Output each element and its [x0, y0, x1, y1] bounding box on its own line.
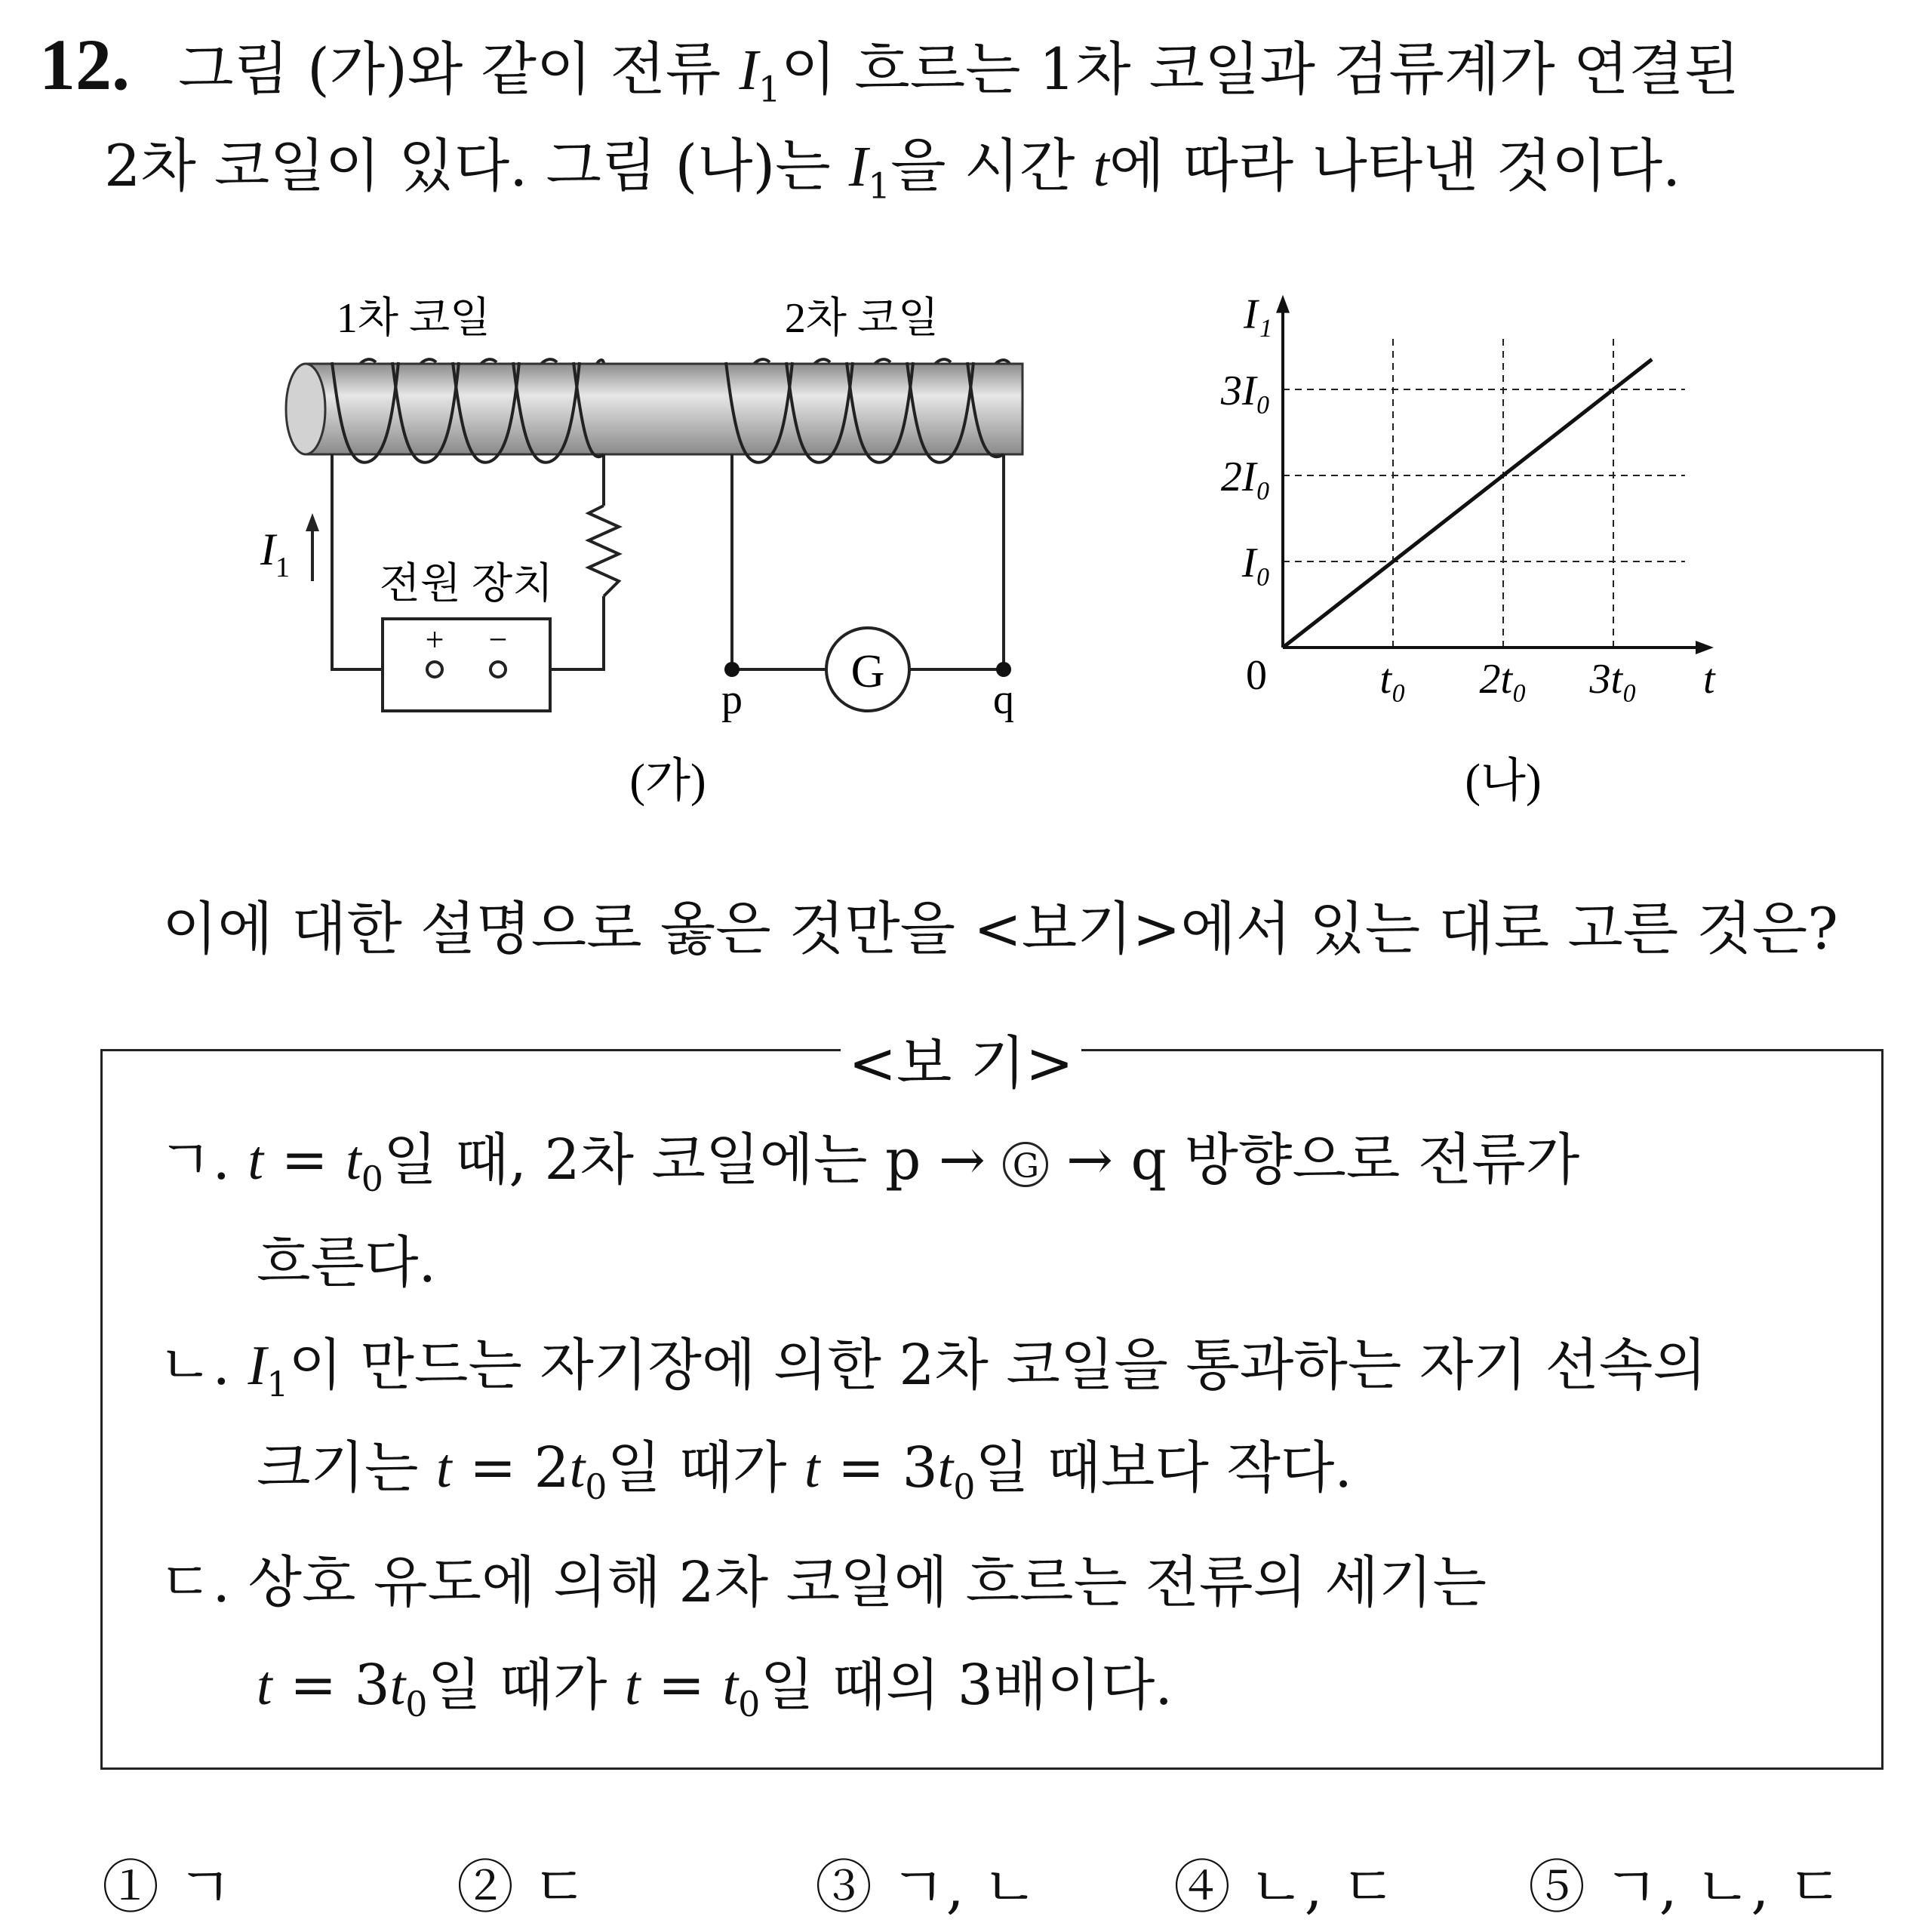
question-prompt: 이에 대한 설명으로 옳은 것만을 <보기>에서 있는 대로 고른 것은?: [162, 895, 1838, 962]
power-supply-box: [383, 619, 550, 711]
x-tick-label-3: 3t₀: [1589, 656, 1638, 703]
choice-4[interactable]: ④ ㄴ, ㄷ: [1173, 1854, 1397, 1921]
choice-2[interactable]: ② ㄷ: [457, 1854, 588, 1921]
galvanometer-symbol: G: [1003, 1142, 1048, 1187]
bogi-title: <보 기>: [0, 1017, 1922, 1100]
origin-label: 0: [1246, 652, 1267, 699]
question-line-2: 2차 코일이 있다. 그림 (나)는 $I_1$을 시간 t에 따라 나타낸 것이다.: [104, 132, 1681, 208]
power-supply-label: 전원 장치: [379, 561, 554, 608]
bogi-item-1-line-1: ㄱ. $t = t_0$일 때, 2차 코일에는 p → G → q 방향으로 전류가: [158, 1128, 1580, 1200]
series-line-I1: [1283, 359, 1652, 648]
figure-a-circuit: [0, 0, 1094, 845]
terminal-q-dot: [996, 662, 1011, 677]
secondary-coil-label: 2차 코일: [784, 295, 939, 342]
bogi-item-3-line-2: $t = 3t_0$일 때가 $t = t_0$일 때의 3배이다.: [257, 1653, 1173, 1725]
resistor: [589, 506, 619, 596]
figure-a-caption: (가): [629, 755, 706, 807]
plus-sign: +: [425, 621, 444, 658]
bogi-item-1-line-2: 흐른다.: [257, 1230, 436, 1295]
terminal-p-dot: [724, 662, 740, 677]
terminal-p-label: p: [721, 676, 743, 723]
y-tick-label-2: 2I₀: [1220, 454, 1271, 500]
bogi-item-3-line-1: ㄷ. 상호 유도에 의해 2차 코일에 흐르는 전류의 세기는: [158, 1550, 1487, 1615]
x-axis-arrow: [1696, 641, 1714, 654]
question-number: 12.: [39, 24, 130, 105]
current-arrow: [306, 513, 319, 581]
primary-coil-label: 1차 코일: [336, 295, 491, 342]
minus-terminal: [490, 662, 506, 677]
y-tick-label-1: I₀: [1241, 540, 1271, 586]
y-axis-label: I₁: [1244, 291, 1273, 338]
galvanometer-label: G: [850, 646, 885, 697]
x-tick-label-2: 2t₀: [1479, 656, 1527, 703]
y-tick-label-3: 3I₀: [1220, 368, 1271, 414]
x-tick-label-1: t₀: [1379, 656, 1407, 703]
y-axis-arrow: [1276, 295, 1290, 313]
plus-terminal: [427, 662, 442, 677]
chart-series: [1283, 359, 1652, 648]
choice-1[interactable]: ① ㄱ: [102, 1854, 233, 1921]
bogi-item-2-line-2: 크기는 $t = 2t_0$일 때가 $t = 3t_0$일 때보다 작다.: [257, 1435, 1352, 1508]
choice-5[interactable]: ⑤ ㄱ, ㄴ, ㄷ: [1528, 1854, 1844, 1921]
question-line-1: 12. 그림 (가)와 같이 전류 $I_1$이 흐르는 1차 코일과 검류계가 연결된: [39, 24, 1740, 111]
rod-end: [286, 364, 325, 454]
terminal-q-label: q: [993, 676, 1014, 723]
bogi-item-2-line-1: ㄴ. $I_1$이 만드는 자기장에 의한 2차 코일을 통과하는 자기 선속의: [158, 1333, 1707, 1405]
choice-3[interactable]: ③ ㄱ, ㄴ: [815, 1854, 1038, 1921]
minus-sign: −: [488, 621, 508, 658]
figure-b-chart: [1170, 272, 1773, 815]
x-axis-label: t: [1703, 656, 1715, 703]
current-label-I1: $I_1$: [260, 525, 290, 583]
figure-b-caption: (나): [1465, 755, 1542, 807]
